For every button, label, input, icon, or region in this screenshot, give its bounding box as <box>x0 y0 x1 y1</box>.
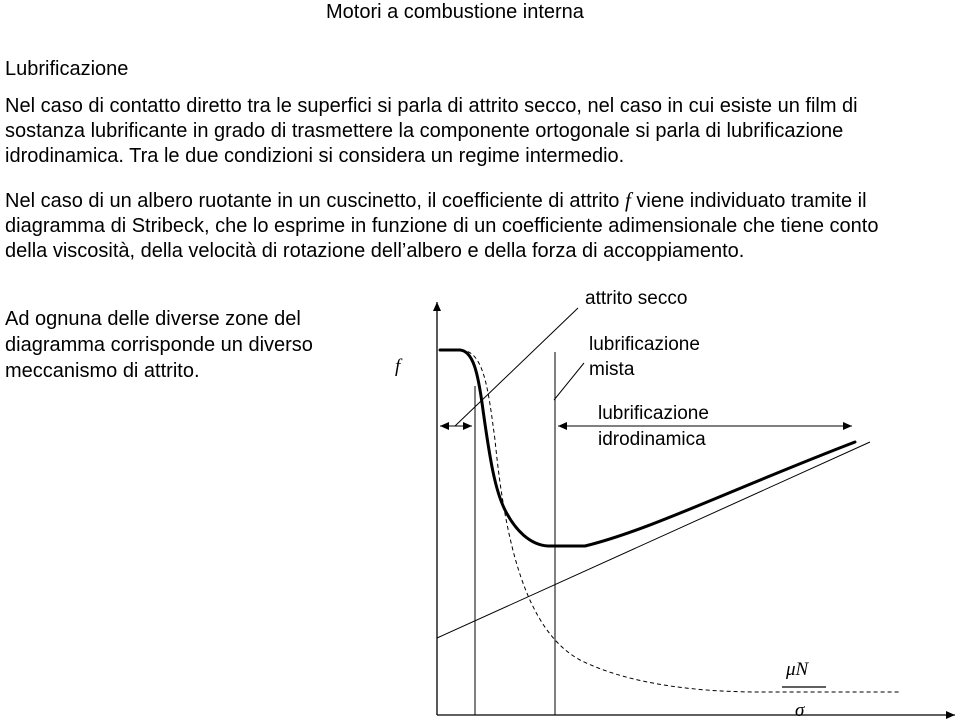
stribeck-text: viene individuato tramite il <box>630 190 867 212</box>
x-axis-label-numerator: μN <box>786 659 809 680</box>
dry-friction-dashed-curve <box>440 350 900 692</box>
section-heading: Lubrificazione <box>5 58 129 80</box>
page-title: Motori a combustione interna <box>326 1 584 23</box>
zone-label-hydrodynamic: idrodinamica <box>598 429 706 450</box>
zones-line: diagramma corrisponde un diverso <box>5 334 313 356</box>
mixed-friction-pointer <box>554 363 584 400</box>
zone-label-dry: attrito secco <box>585 288 688 309</box>
intro-line: sostanza lubrificante in grado di trasmettere la componente ortogonale si parla di lubrificazione <box>5 120 844 142</box>
x-axis-label-denominator: σ <box>795 700 805 719</box>
stribeck-text: Nel caso di un albero ruotante in un cuscinetto, il coefficiente di attrito <box>5 190 625 212</box>
zone-label-mixed: mista <box>589 359 635 380</box>
zones-line: meccanismo di attrito. <box>5 360 200 382</box>
zone-label-hydrodynamic: lubrificazione <box>598 403 709 424</box>
stribeck-line: diagramma di Stribeck, che lo esprime in funzione di un coefficiente adimensionale che tiene conto <box>5 215 879 237</box>
zones-line: Ad ognuna delle diverse zone del <box>5 308 301 330</box>
hydrodynamic-trend-line <box>437 442 870 638</box>
y-axis-label: f <box>395 356 401 377</box>
stribeck-line: della viscosità, della velocità di rotazione dell’albero e della forza di accoppiamento. <box>5 240 745 262</box>
zone-label-mixed: lubrificazione <box>589 334 700 355</box>
intro-line: idrodinamica. Tra le due condizioni si considera un regime intermedio. <box>5 145 625 167</box>
intro-line: Nel caso di contatto diretto tra le superfici si parla di attrito secco, nel caso in cui esiste un film di <box>5 95 858 117</box>
friction-symbol: f <box>625 188 631 212</box>
